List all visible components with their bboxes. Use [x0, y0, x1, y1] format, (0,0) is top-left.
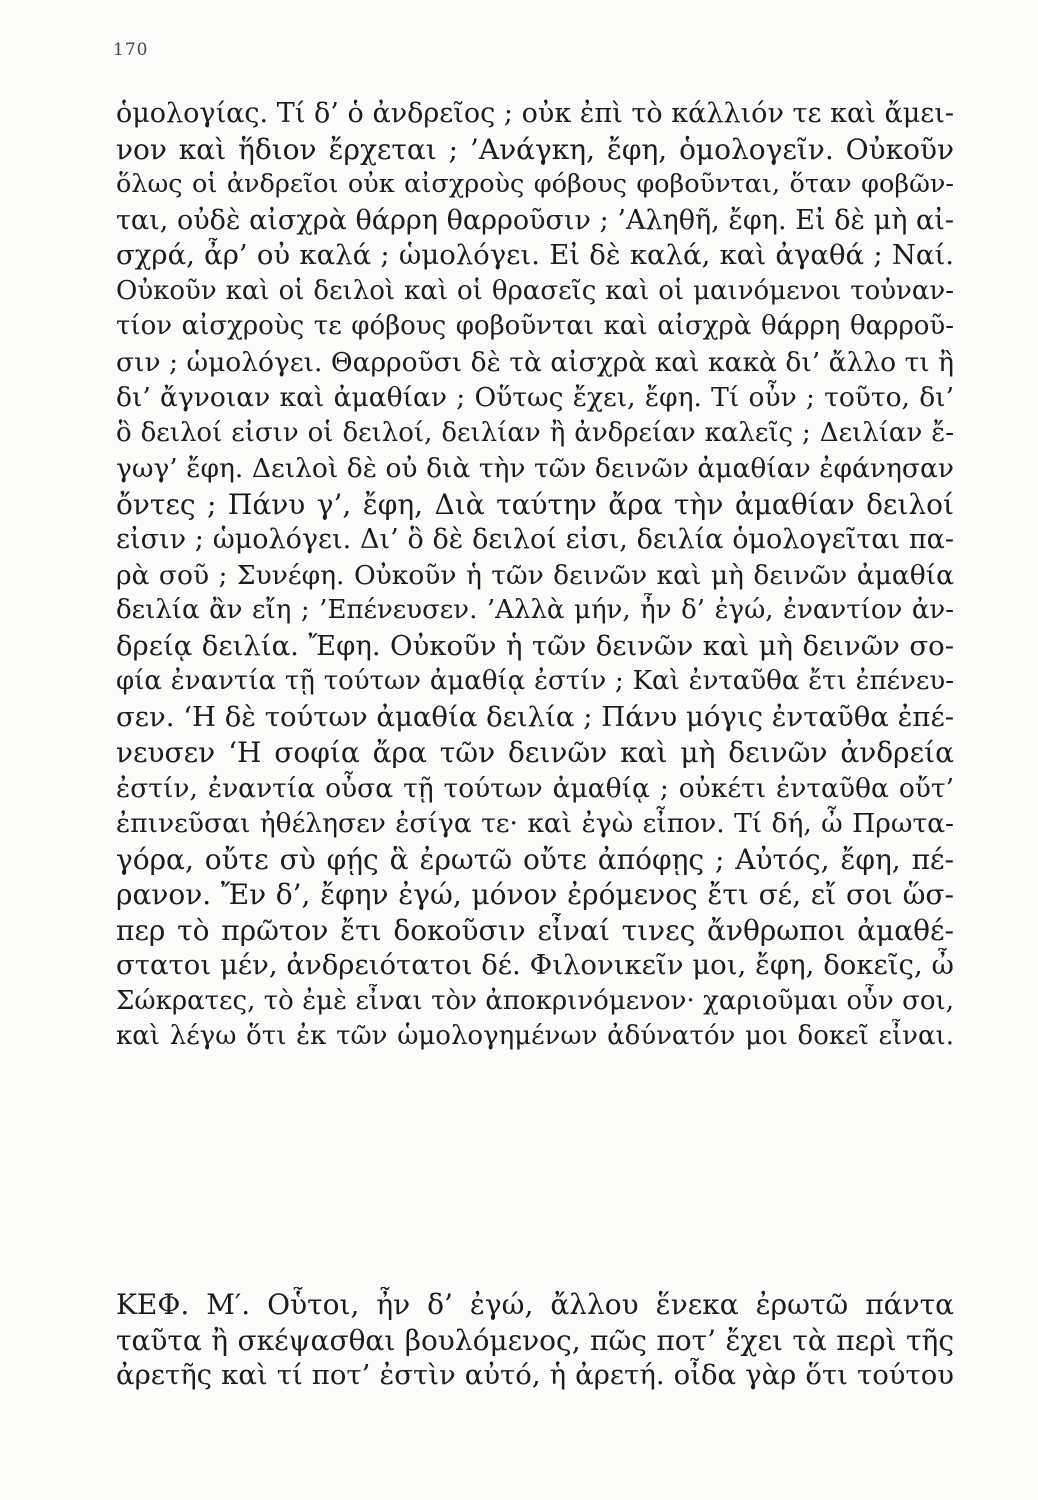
text-line: φία ἐναντία τῇ τούτων ἀμαθίᾳ ἐστίν ; Καὶ ἐνταῦθα ἔτι ἐπένευ-: [116, 666, 954, 696]
text-line: εἰσιν ; ὡμολόγει. Δι’ ὃ δὲ δειλοί εἰσι, δειλία ὁμολογεῖται πα-: [116, 524, 954, 555]
text-line: γόρα, οὔτε σὺ φῄς ἃ ἐρωτῶ οὔτε ἀπόφῃς ; Αὐτός, ἔφη, πέ-: [116, 842, 954, 876]
text-line: δειλία ἂν εἴη ; ’Επένευσεν. ’Αλλὰ μήν, ἦν δ’ ἐγώ, ἐναντίον ἀν-: [116, 595, 954, 625]
chapter-heading-line: ΚΕΦ. Μ′. Οὗτοι, ἦν δ’ ἐγώ, ἄλλου ἕνεκα ἐρωτῶ πάντα: [116, 1288, 954, 1321]
text-line: σχρά, ἆρ’ οὐ καλά ; ὡμολόγει. Εἰ δὲ καλά, καὶ ἀγαθά ; Ναί.: [116, 239, 954, 271]
text-line: γωγ’ ἔφη. Δειλοὶ δὲ οὐ διὰ τὴν τῶν δεινῶν ἀμαθίαν ἐφάνησαν: [116, 453, 954, 484]
text-line: σιν ; ὡμολόγει. Θαρροῦσι δὲ τὰ αἰσχρὰ καὶ κακὰ δι’ ἄλλο τι ἢ: [116, 346, 954, 378]
text-line: νον καὶ ἥδιον ἔρχεται ; ’Ανάγκη, ἔφη, ὁμολογεῖν. Οὐκοῦν: [116, 132, 954, 166]
page-number: 170: [113, 40, 149, 60]
text-line: ἐστίν, ἐναντία οὖσα τῇ τούτων ἀμαθίᾳ ; οὐκέτι ἐνταῦθα οὔτ’: [116, 772, 954, 804]
text-line: νευσεν ‘Η σοφία ἄρα τῶν δεινῶν καὶ μὴ δεινῶν ἀνδρεία: [116, 736, 954, 769]
text-line: ται, οὐδὲ αἰσχρὰ θάρρη θαρροῦσιν ; ’Αληθῆ, ἔφη. Εἰ δὲ μὴ αἰ-: [116, 204, 954, 236]
paragraph-main: [116, 96, 954, 1055]
text-line: ὄντες ; Πάνυ γ’, ἔφη, Διὰ ταύτην ἄρα τὴν ἀμαθίαν δειλοί: [116, 487, 954, 521]
text-line: ἐπινεῦσαι ἠθέλησεν ἐσίγα τε· καὶ ἐγὼ εἶπον. Τί δή, ὦ Πρωτα-: [116, 808, 954, 839]
chapter-40-paragraph: [116, 1287, 954, 1394]
text-line: ρὰ σοῦ ; Συνέφη. Οὐκοῦν ἡ τῶν δεινῶν καὶ μὴ δεινῶν ἀμαθία: [116, 559, 954, 591]
text-line: στατοι μέν, ἀνδρειότατοι δέ. Φιλονικεῖν μοι, ἔφη, δοκεῖς, ὦ: [116, 949, 954, 981]
text-line: καὶ λέγω ὅτι ἐκ τῶν ὡμολογημένων ἀδύνατόν μοι δοκεῖ εἶναι.: [116, 1021, 954, 1051]
text-line: ἀρετῆς καὶ τί ποτ’ ἐστὶν αὐτό, ἡ ἀρετή. οἶδα γὰρ ὅτι τούτου: [116, 1359, 954, 1391]
text-line: ὃ δειλοί εἰσιν οἱ δειλοί, δειλίαν ἢ ἀνδρείαν καλεῖς ; Δειλίαν ἔ-: [116, 417, 954, 448]
text-line: σεν. ‘Η δὲ τούτων ἀμαθία δειλία ; Πάνυ μόγις ἐνταῦθα ἐπέ-: [116, 700, 954, 733]
text-line: ὅλως οἱ ἀνδρεῖοι οὐκ αἰσχροὺς φόβους φοβοῦνται, ὅταν φοβῶν-: [116, 169, 954, 199]
text-line: δρείᾳ δειλία. Ἔφη. Οὐκοῦν ἡ τῶν δεινῶν καὶ μὴ δεινῶν σο-: [116, 629, 954, 662]
text-line: περ τὸ πρῶτον ἔτι δοκοῦσιν εἶναί τινες ἄνθρωποι ἀμαθέ-: [116, 913, 954, 947]
text-line: ὁμολογίας. Τί δ’ ὁ ἀνδρεῖος ; οὐκ ἐπὶ τὸ κάλλιόν τε καὶ ἄμει-: [116, 98, 954, 129]
text-line: δι’ ἄγνοιαν καὶ ἀμαθίαν ; Οὕτως ἔχει, ἔφη. Τί οὖν ; τοῦτο, δι’: [116, 382, 954, 413]
text-line: Οὐκοῦν καὶ οἱ δειλοὶ καὶ οἱ θρασεῖς καὶ οἱ μαινόμενοι τοὐναν-: [116, 275, 954, 306]
text-line: ρανον. Ἔν δ’, ἔφην ἐγώ, μόνον ἐρόμενος ἔτι σέ, εἴ σοι ὥσ-: [116, 878, 954, 911]
text-line: Σώκρατες, τὸ ἐμὲ εἶναι τὸν ἀποκρινόμενον· χαριοῦμαι οὖν σοι,: [116, 985, 954, 1016]
text-line: ταῦτα ἢ σκέψασθαι βουλόμενος, πῶς ποτ’ ἔχει τὰ περὶ τῆς: [116, 1323, 954, 1357]
text-line: τίον αἰσχροὺς τε φόβους φοβοῦνται καὶ αἰσχρὰ θάρρη θαρροῦ-: [116, 311, 954, 341]
